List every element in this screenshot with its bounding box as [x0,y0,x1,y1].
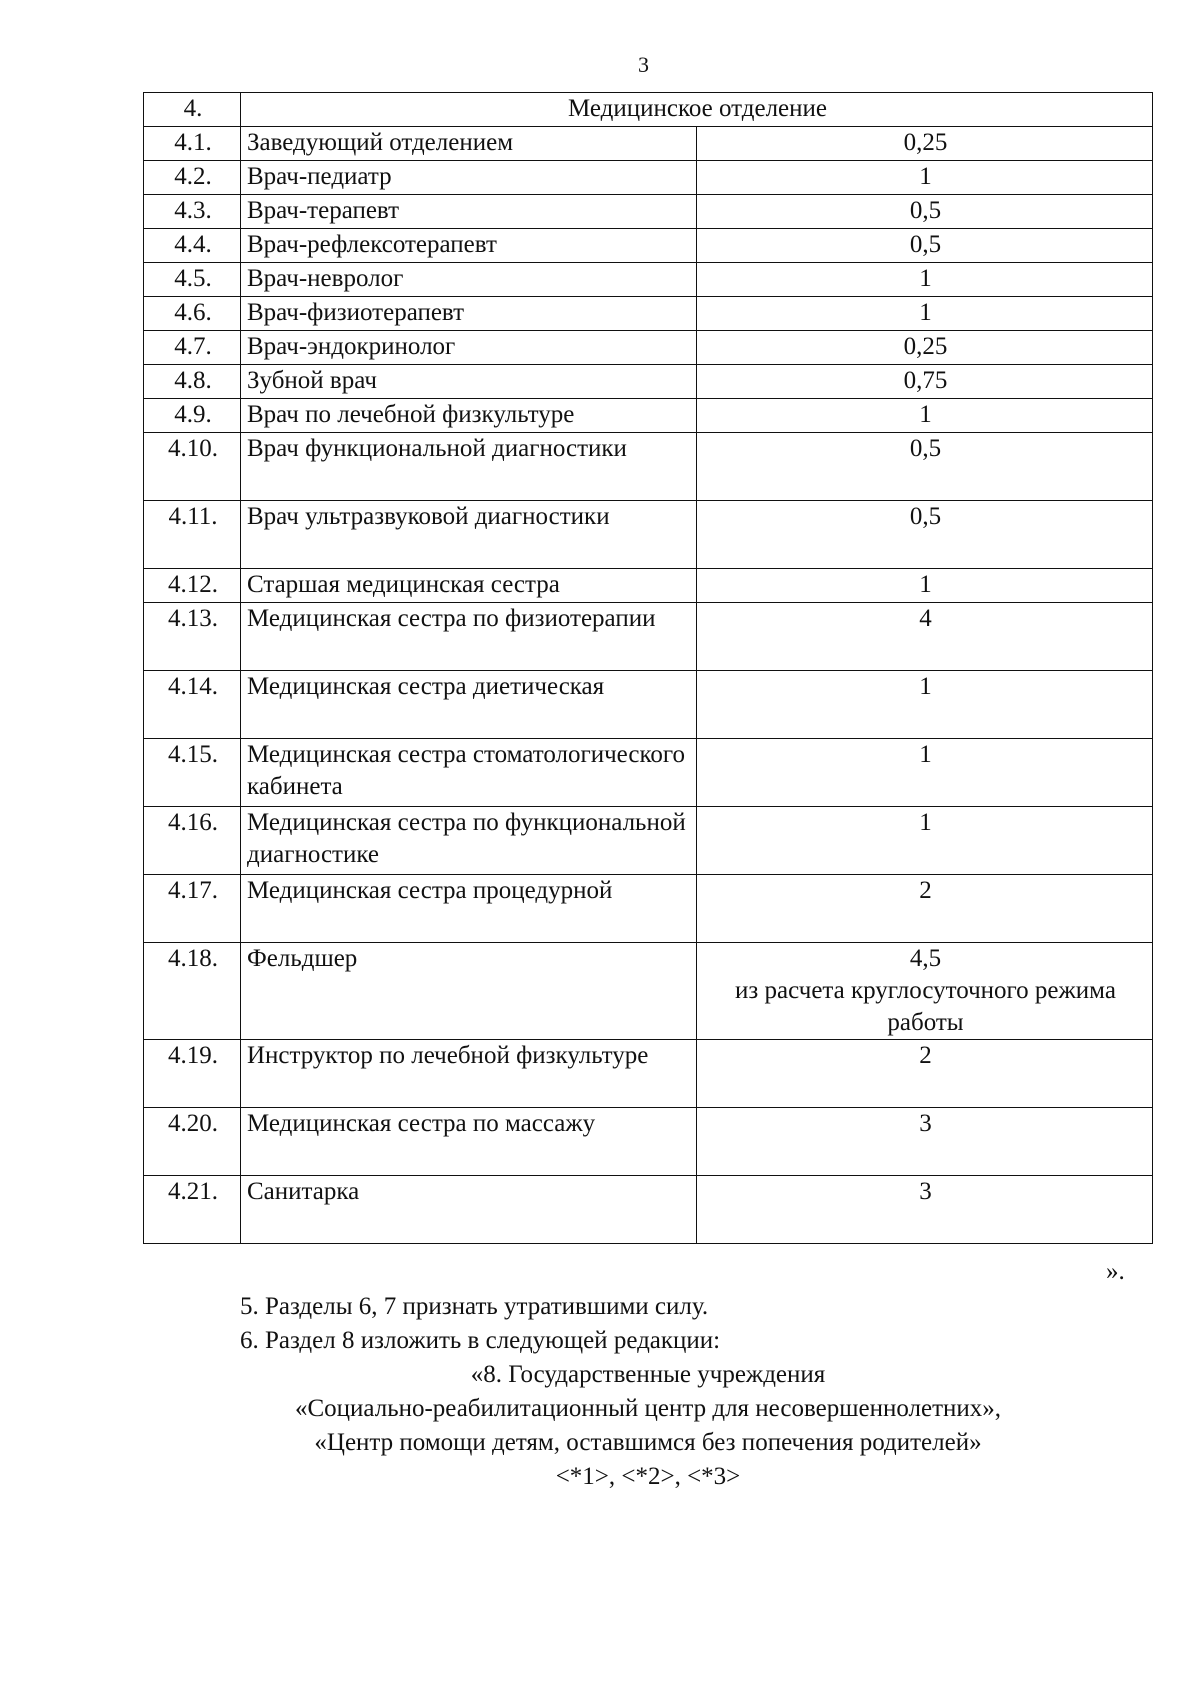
row-position: Заведующий отделением [241,127,697,161]
row-value: 1 [697,671,1153,739]
row-number: 4.11. [144,501,241,569]
row-number: 4.4. [144,229,241,263]
row-position: Инструктор по лечебной физкультуре [241,1040,697,1108]
row-value: 0,25 [697,331,1153,365]
row-value: 1 [697,739,1153,807]
row-position: Врач ультразвуковой диагностики [241,501,697,569]
section-heading-line-2: «Социально-реабилитационный центр для несовершеннолетних», [294,1395,1002,1422]
section-number: 4. [144,93,241,127]
row-position: Врач-терапевт [241,195,697,229]
table-row [144,365,1153,399]
row-number: 4.1. [144,127,241,161]
table-row [144,501,1153,569]
table-row [144,671,1153,739]
row-number: 4.18. [144,943,241,1040]
row-number: 4.19. [144,1040,241,1108]
section-title: Медицинское отделение [241,93,1153,127]
row-number: 4.6. [144,297,241,331]
row-value: 0,25 [697,127,1153,161]
row-value: 0,5 [697,229,1153,263]
section-heading-line-4: <*1>, <*2>, <*3> [555,1463,741,1490]
page-number: 3 [638,52,649,77]
row-position: Медицинская сестра диетическая [241,671,697,739]
row-number: 4.10. [144,433,241,501]
row-position: Врач по лечебной физкультуре [241,399,697,433]
row-position: Медицинская сестра по физиотерапии [241,603,697,671]
row-number: 4.14. [144,671,241,739]
row-number: 4.8. [144,365,241,399]
row-value: 1 [697,263,1153,297]
staff-table [143,92,1153,1244]
row-position: Медицинская сестра стоматологического кабинета [241,739,697,807]
table-row [144,331,1153,365]
table-row [144,297,1153,331]
table-row [144,739,1153,807]
row-value: 1 [697,569,1153,603]
row-value: 0,75 [697,365,1153,399]
row-position: Фельдшер [241,943,697,1040]
paragraph-5: 5. Разделы 6, 7 признать утратившими силу. [240,1293,709,1320]
table-row [144,229,1153,263]
row-position: Медицинская сестра по функциональной диагностике [241,807,697,875]
table-row [144,195,1153,229]
row-number: 4.7. [144,331,241,365]
table-row [144,433,1153,501]
row-position: Врач функциональной диагностики [241,433,697,501]
row-value: 0,5 [697,433,1153,501]
row-position: Зубной врач [241,365,697,399]
row-position: Санитарка [241,1176,697,1244]
row-number: 4.3. [144,195,241,229]
row-position: Врач-педиатр [241,161,697,195]
row-value: 4 [697,603,1153,671]
table-row [144,1040,1153,1108]
row-position: Медицинская сестра процедурной [241,875,697,943]
table-row [144,603,1153,671]
row-value-note: из расчета круглосуточного режима работы [735,977,1116,1036]
row-position: Старшая медицинская сестра [241,569,697,603]
row-value: 4,5 [909,945,942,972]
row-position: Врач-рефлексотерапевт [241,229,697,263]
section-heading-line-3: «Центр помощи детям, оставшимся без попечения родителей» [314,1429,982,1456]
row-number: 4.2. [144,161,241,195]
row-number: 4.12. [144,569,241,603]
table-row [144,1108,1153,1176]
row-value: 2 [697,875,1153,943]
row-position: Медицинская сестра по массажу [241,1108,697,1176]
table-row [144,569,1153,603]
paragraph-6: 6. Раздел 8 изложить в следующей редакции: [240,1327,721,1354]
row-value: 3 [697,1176,1153,1244]
row-value: 1 [697,297,1153,331]
table-row [144,263,1153,297]
row-value: 2 [697,1040,1153,1108]
row-position: Врач-невролог [241,263,697,297]
table-row [144,875,1153,943]
row-number: 4.13. [144,603,241,671]
table-section-row [144,93,1153,127]
row-value: 1 [697,399,1153,433]
row-number: 4.16. [144,807,241,875]
row-number: 4.15. [144,739,241,807]
row-number: 4.17. [144,875,241,943]
table-row [144,399,1153,433]
row-value: 1 [697,161,1153,195]
row-number: 4.5. [144,263,241,297]
row-number: 4.21. [144,1176,241,1244]
table-row [144,1176,1153,1244]
row-value: 0,5 [697,195,1153,229]
table-row [144,807,1153,875]
row-value: 1 [697,807,1153,875]
table-row [144,943,1153,1040]
row-value-cell [697,943,1153,1040]
section-heading-line-1: «8. Государственные учреждения [470,1361,826,1388]
row-value: 3 [697,1108,1153,1176]
row-number: 4.20. [144,1108,241,1176]
closing-quote: ». [1106,1258,1125,1285]
row-position: Врач-физиотерапевт [241,297,697,331]
row-number: 4.9. [144,399,241,433]
table-row [144,161,1153,195]
row-position: Врач-эндокринолог [241,331,697,365]
row-value: 0,5 [697,501,1153,569]
table-row [144,127,1153,161]
